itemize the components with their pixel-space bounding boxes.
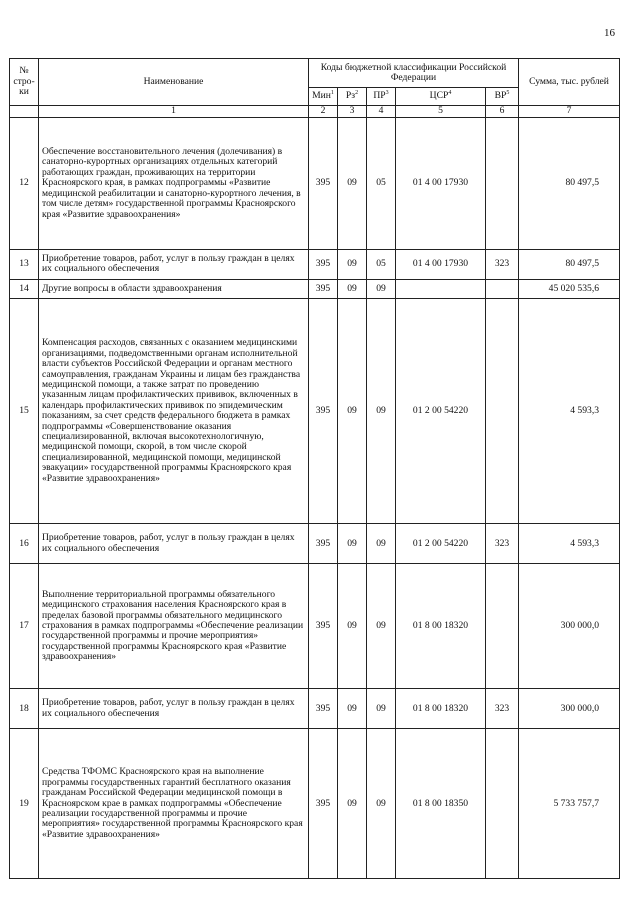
row-min-code: 395: [309, 524, 338, 564]
row-name: Другие вопросы в области здравоохранения: [39, 279, 309, 298]
row-csr-code: 01 4 00 17930: [396, 250, 486, 280]
row-name: Обеспечение восстановительного лечения (долечивания) в санаторно-курортных организациях отдельных категорий работающих граждан, проживающих на территории Красноярского края, в рамках подпрограммы «Развитие медицинской реабилитации и санаторно-курортного лечения, в том числе детям» государственной программы Красноярского края «Развитие здравоохранения»: [39, 118, 309, 250]
row-min-code: 395: [309, 279, 338, 298]
budget-table: [9, 58, 620, 879]
table-row: [10, 250, 620, 280]
row-number: 14: [10, 279, 39, 298]
row-number: 13: [10, 250, 39, 280]
row-vr-code: [486, 564, 519, 689]
header-csr: ЦСР$^4$: [396, 88, 486, 106]
row-vr-code: [486, 299, 519, 524]
header-row-no: № стро-ки: [10, 59, 39, 106]
row-min-code: 395: [309, 564, 338, 689]
row-min-code: 395: [309, 250, 338, 280]
row-vr-code: [486, 729, 519, 879]
row-sum: 4 593,3: [519, 299, 620, 524]
row-name: Приобретение товаров, работ, услуг в пользу граждан в целях их социального обеспечения: [39, 524, 309, 564]
table-row: [10, 729, 620, 879]
table-row: [10, 524, 620, 564]
row-pr-code: 09: [367, 689, 396, 729]
row-vr-code: 323: [486, 689, 519, 729]
row-rz-code: 09: [338, 118, 367, 250]
row-number: 15: [10, 299, 39, 524]
row-rz-code: 09: [338, 250, 367, 280]
row-sum: 300 000,0: [519, 689, 620, 729]
col-number: 4: [367, 106, 396, 118]
header-name: Наименование: [39, 59, 309, 106]
row-min-code: 395: [309, 299, 338, 524]
row-vr-code: [486, 279, 519, 298]
page-number: 16: [604, 27, 615, 39]
row-name: Приобретение товаров, работ, услуг в пользу граждан в целях их социального обеспечения: [39, 689, 309, 729]
row-sum: 5 733 757,7: [519, 729, 620, 879]
row-rz-code: 09: [338, 299, 367, 524]
row-rz-code: 09: [338, 564, 367, 689]
row-number: 17: [10, 564, 39, 689]
table-row: [10, 299, 620, 524]
row-csr-code: 01 2 00 54220: [396, 524, 486, 564]
row-min-code: 395: [309, 729, 338, 879]
header-pr: $ПР^3$: [367, 88, 396, 106]
col-number: 5: [396, 106, 486, 118]
row-pr-code: 09: [367, 564, 396, 689]
row-min-code: 395: [309, 689, 338, 729]
row-vr-code: 323: [486, 250, 519, 280]
row-number: 19: [10, 729, 39, 879]
col-number: 6: [486, 106, 519, 118]
header-sum: Сумма, тыс. рублей: [519, 59, 620, 106]
table-row: [10, 279, 620, 298]
column-numbers-row: [10, 106, 620, 118]
col-number: 7: [519, 106, 620, 118]
row-csr-code: 01 2 00 54220: [396, 299, 486, 524]
row-csr-code: 01 8 00 18350: [396, 729, 486, 879]
row-rz-code: 09: [338, 279, 367, 298]
header-rz: $Рз^2$: [338, 88, 367, 106]
row-sum: 300 000,0: [519, 564, 620, 689]
table-row: [10, 118, 620, 250]
row-pr-code: 09: [367, 729, 396, 879]
row-name: Компенсация расходов, связанных с оказанием медицинскими организациями, подведомственными органам исполнительной власти субъектов Российской Федерации и органам местного самоуправления, гражданам Украины и лицам без гражданства медицинской помощи, а также затрат по проведению указанным лицам профилактических прививок, включенных в календарь профилактических прививок по эпидемическим показаниям, за счет средств федерального бюджета в рамках подпрограммы «Совершенствование оказания специализированной, включая высокотехнологичную, медицинской помощи, скорой, в том числе скорой специализированной, медицинской помощи, медицинской эвакуации» государственной программы Красноярского края «Развитие здравоохранения»: [39, 299, 309, 524]
row-number: 12: [10, 118, 39, 250]
row-min-code: 395: [309, 118, 338, 250]
col-number: 2: [309, 106, 338, 118]
row-csr-code: 01 8 00 18320: [396, 564, 486, 689]
row-sum: 80 497,5: [519, 118, 620, 250]
row-pr-code: 09: [367, 299, 396, 524]
col-number: 3: [338, 106, 367, 118]
row-rz-code: 09: [338, 524, 367, 564]
row-name: Средства ТФОМС Красноярского края на выполнение программы государственных гарантий бесплатного оказания гражданам Российской Федерации медицинской помощи в Красноярском крае в рамках подпрограммы «Обеспечение реализации государственной программы и прочие мероприятия» государственной программы Красноярского края «Развитие здравоохранения»: [39, 729, 309, 879]
col-number: 1: [39, 106, 309, 118]
row-sum: 80 497,5: [519, 250, 620, 280]
header-min: Мин$^1$: [309, 88, 338, 106]
row-rz-code: 09: [338, 689, 367, 729]
row-number: 16: [10, 524, 39, 564]
row-csr-code: 01 8 00 18320: [396, 689, 486, 729]
table-row: [10, 689, 620, 729]
row-pr-code: 05: [367, 118, 396, 250]
row-vr-code: 323: [486, 524, 519, 564]
row-csr-code: 01 4 00 17930: [396, 118, 486, 250]
row-sum: 45 020 535,6: [519, 279, 620, 298]
row-pr-code: 05: [367, 250, 396, 280]
row-sum: 4 593,3: [519, 524, 620, 564]
header-vr: $ВР^5$: [486, 88, 519, 106]
row-name: Выполнение территориальной программы обязательного медицинского страхования населения Красноярского края в пределах базовой программы обязательного медицинского страхования в рамках подпрограммы «Обеспечение реализации государственной программы и прочие мероприятия» государственной программы Красноярского края «Развитие здравоохранения»: [39, 564, 309, 689]
row-vr-code: [486, 118, 519, 250]
row-pr-code: 09: [367, 524, 396, 564]
row-rz-code: 09: [338, 729, 367, 879]
row-number: 18: [10, 689, 39, 729]
row-csr-code: [396, 279, 486, 298]
table-row: [10, 564, 620, 689]
header-codes-group: Коды бюджетной классификации Российской Федерации: [309, 59, 519, 88]
col-number-empty: [10, 106, 39, 118]
row-pr-code: 09: [367, 279, 396, 298]
row-name: Приобретение товаров, работ, услуг в пользу граждан в целях их социального обеспечения: [39, 250, 309, 280]
